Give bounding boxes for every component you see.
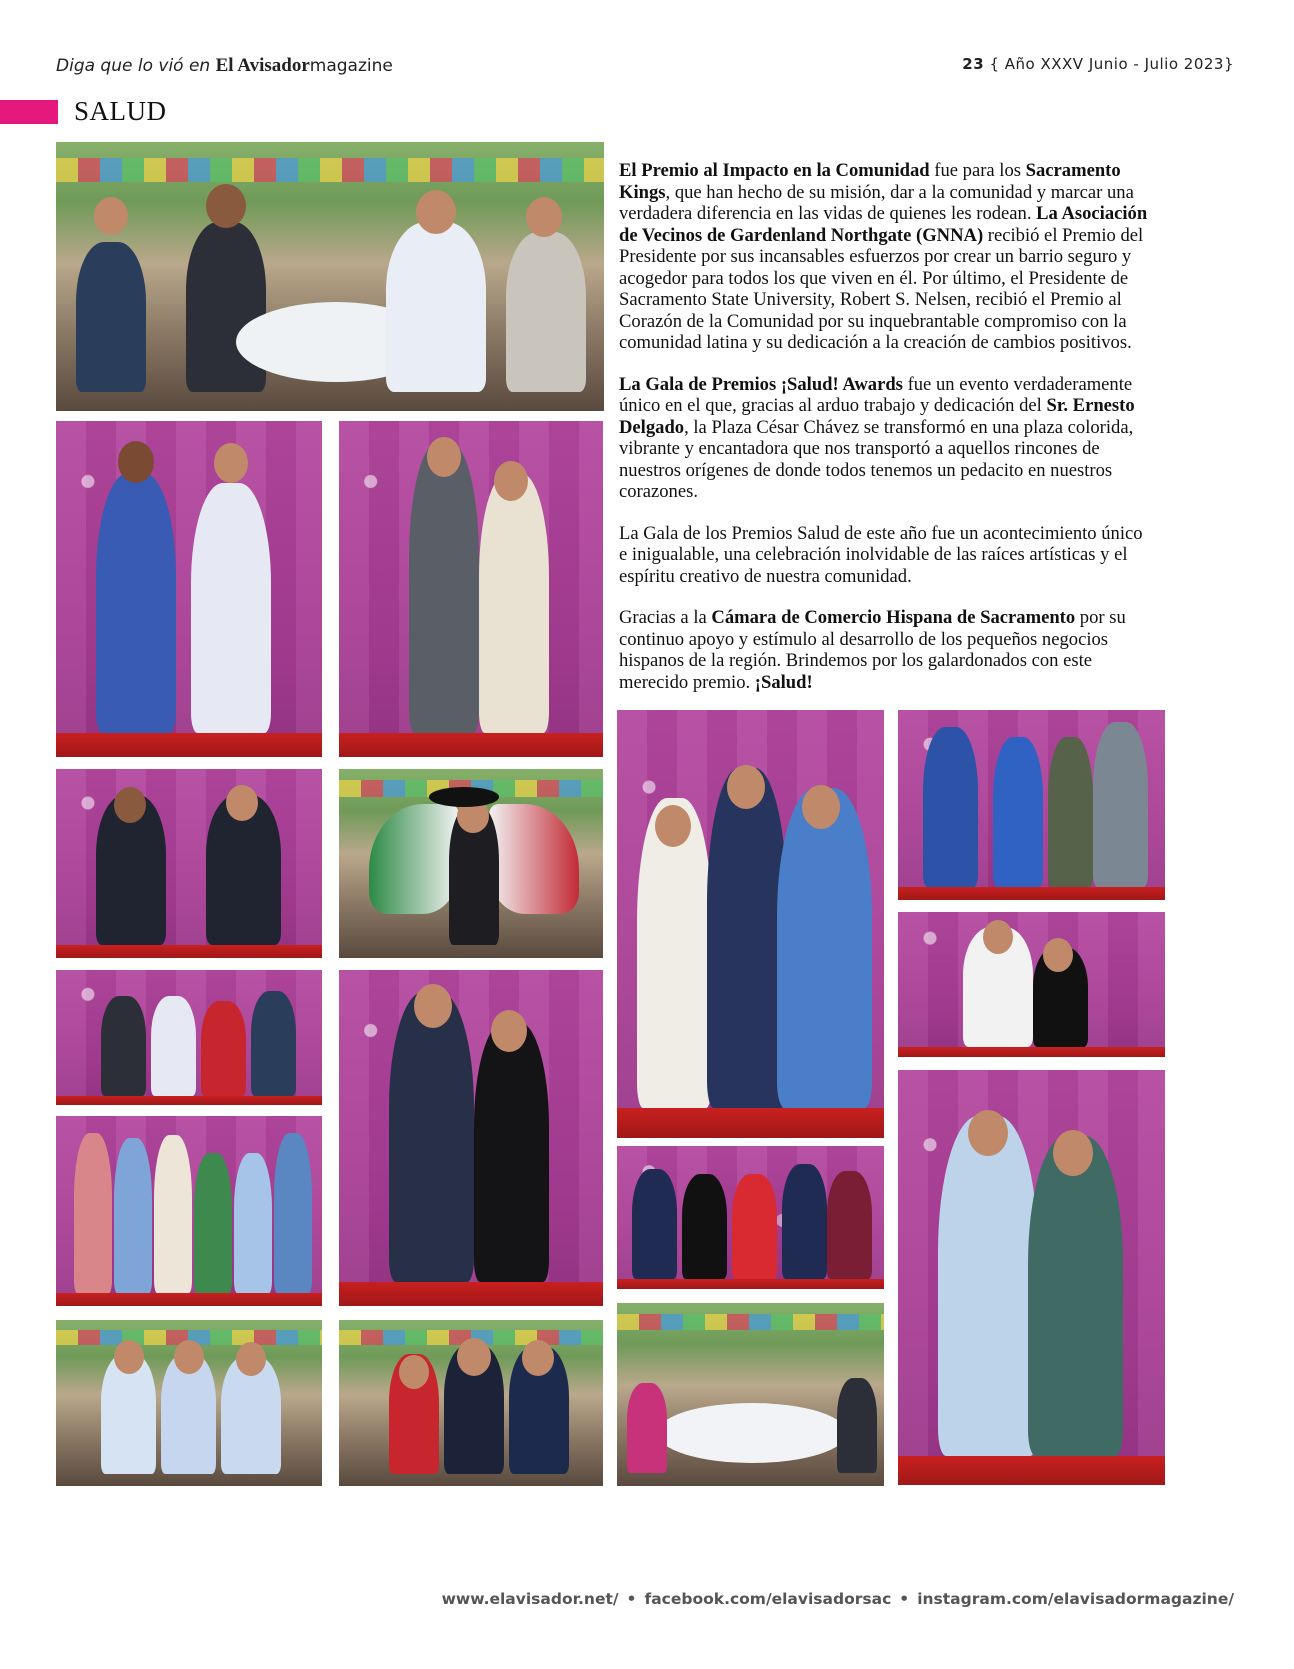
text-run: Sr. Ernesto Delgado xyxy=(619,395,1135,438)
instagram-link[interactable]: instagram.com/elavisadormagazine/ xyxy=(917,1590,1234,1608)
text-run: La Asociación de Vecinos de Gardenland Northgate (GNNA) xyxy=(619,203,1148,246)
text-run: Cámara de Comercio Hispana de Sacramento xyxy=(711,607,1076,628)
text-run: La Gala de los Premios Salud de este año fue un acontecimiento único e inigualable, una celebración inolvidable de las raíces artísticas y el espíritu creativo de nuestra comunidad. xyxy=(619,522,1143,587)
running-header-right xyxy=(962,55,1234,73)
text-run: Sacramento Kings xyxy=(619,160,1121,203)
section-accent-bar xyxy=(0,100,58,124)
article-paragraph-1 xyxy=(619,160,1149,354)
text-run: por su continuo apoyo y estímulo al desarrollo de los pequeños negocios hispanos de la región. Brindemos por los galardonados con este merecido premio. xyxy=(619,607,1126,693)
footer-links xyxy=(442,1590,1234,1608)
issue-info: { Año XXXV Junio - Julio 2023} xyxy=(989,55,1234,73)
text-run: fue un evento verdaderamente único en el que, gracias al arduo trabajo y dedicación del xyxy=(619,373,1133,416)
photo-couple-white-shirt xyxy=(898,912,1165,1057)
photo-two-officers xyxy=(56,769,322,958)
separator-dot: • xyxy=(899,1590,910,1608)
text-run: recibió el Premio del Presidente por sus incansables esfuerzos por crear un barrio seguro y acogedor para todos los que viven en él. Por último, el Presidente de Sacramento State University, Robert S. Nelsen, recibió el Premio al Corazón de la Comunidad por su inquebrantable compromiso con la comunidad latina y su dedicación a la creación de cambios positivos. xyxy=(619,224,1144,353)
photo-three-tall xyxy=(617,710,884,1138)
separator-dot: • xyxy=(626,1590,637,1608)
photo-angel-wings xyxy=(339,769,603,958)
text-run: , que han hecho de su misión, dar a la comunidad y marcar una verdadera diferencia en las vidas de quienes les rodean. xyxy=(619,181,1134,224)
text-run: fue para los xyxy=(929,160,1026,181)
photo-couple-black-dress xyxy=(339,970,603,1306)
article-paragraph-3 xyxy=(619,523,1149,588)
photo-couple-floral xyxy=(898,1070,1165,1485)
text-run: , la Plaza César Chávez se transformó en una plaza colorida, vibrante y encantadora que nos transportó a aquellos rincones de nuestros orígenes de donde todos tenemos un pedacito en nuestros corazones. xyxy=(619,416,1134,502)
photo-couple-suit xyxy=(339,421,603,757)
brand-suffix: magazine xyxy=(309,56,393,76)
text-run: El Premio al Impacto en la Comunidad xyxy=(619,160,930,181)
article-body xyxy=(619,160,1149,713)
photo-group-four-gowns xyxy=(898,710,1165,900)
photo-three-outdoor xyxy=(339,1320,603,1486)
text-run: Gracias a la xyxy=(619,607,712,628)
photo-group-four xyxy=(56,970,322,1105)
text-run: La Gala de Premios ¡Salud! Awards xyxy=(619,373,903,395)
article-paragraph-2 xyxy=(619,374,1149,503)
photo-group-five xyxy=(617,1146,884,1289)
running-header-left xyxy=(56,55,393,77)
photo-gala-tables-crowd xyxy=(617,1303,884,1486)
photo-two-women xyxy=(56,421,322,757)
facebook-link[interactable]: facebook.com/elavisadorsac xyxy=(644,1590,892,1608)
website-link[interactable]: www.elavisador.net/ xyxy=(441,1590,619,1608)
section-title: SALUD xyxy=(74,96,167,126)
brand-name: El Avisador xyxy=(215,55,310,76)
photo-group-six xyxy=(56,1116,322,1306)
photo-gala-table xyxy=(56,142,604,411)
header-tagline: Diga que lo vió en xyxy=(56,56,211,76)
photo-three-men-outdoor xyxy=(56,1320,322,1486)
article-paragraph-4 xyxy=(619,607,1149,693)
page-number: 23 xyxy=(962,55,985,73)
text-run: ¡Salud! xyxy=(754,671,813,693)
